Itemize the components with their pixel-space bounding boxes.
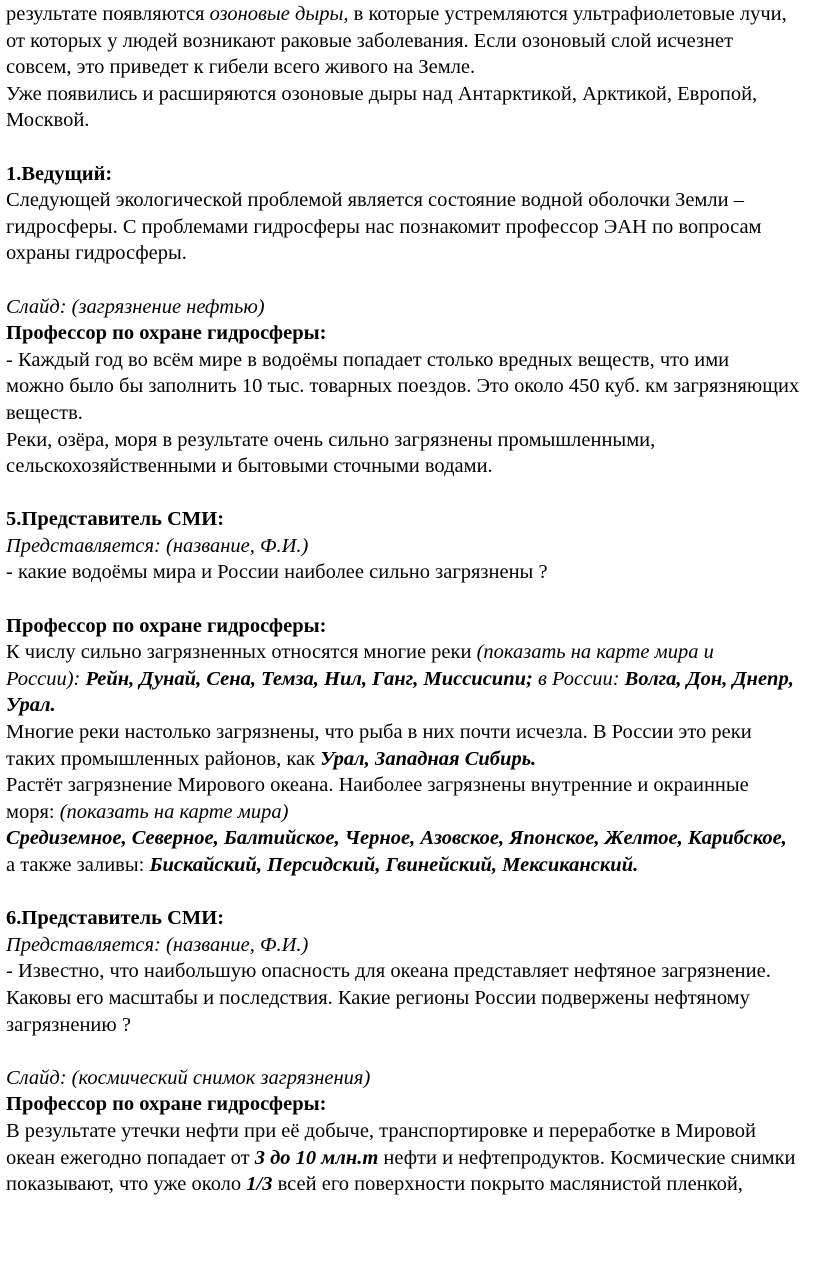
speaker-heading: 6.Представитель СМИ: — [6, 907, 225, 930]
speaker-heading: Профессор по охране гидросферы: — [6, 614, 327, 637]
speaker-heading: Профессор по охране гидросферы: — [6, 322, 327, 345]
question-line: - Известно, что наибольшую опасность для океана представляет нефтяное загрязнение. — [6, 960, 771, 983]
question-line: Каковы его масштабы и последствия. Какие регионы России подвержены нефтяному — [6, 986, 750, 1009]
text-line: В результате утечки нефти при её добыче, транспортировке и переработке в Мировой — [6, 1119, 756, 1142]
text-line: можно было бы заполнить 10 тыс. товарных поездов. Это около 450 куб. км загрязняющих — [6, 375, 800, 398]
intro-line: Представляется: (название, Ф.И.) — [6, 933, 309, 956]
slide-note: Слайд: (космический снимок загрязнения) — [6, 1066, 371, 1089]
text-line: показывают, что уже около 1/3 всей его поверхности покрыто маслянистой пленкой, — [6, 1173, 743, 1196]
text-line: веществ. — [6, 401, 83, 424]
text-line: моря: (показать на карте мира) — [6, 800, 289, 823]
speaker-heading: Профессор по охране гидросферы: — [6, 1093, 327, 1116]
text-line: К числу сильно загрязненных относятся многие реки (показать на карте мира и — [6, 641, 714, 664]
text-line: гидросферы. С проблемами гидросферы нас познакомит профессор ЭАН по вопросам — [6, 215, 762, 238]
speaker-heading: 5.Представитель СМИ: — [6, 508, 225, 531]
text-line: Растёт загрязнение Мирового океана. Наиболее загрязнены внутренние и окраинные — [6, 774, 749, 797]
river-list: Рейн, Дунай, Сена, Темза, Нил, Ганг, Миссисипи; — [85, 667, 533, 690]
text-line: от которых у людей возникают раковые заболевания. Если озоновый слой исчезнет — [6, 29, 734, 52]
blank-line — [6, 586, 810, 613]
emphasis: озоновые дыры, — [209, 3, 349, 25]
blank-line — [6, 267, 810, 294]
text-line: - Каждый год во всём мире в водоёмы попадает столько вредных веществ, что ими — [6, 348, 730, 371]
text-line: Многие реки настолько загрязнены, что рыба в них почти исчезла. В России это реки — [6, 721, 752, 744]
text-line: Урал. — [6, 694, 56, 717]
text-line: таких промышленных районов, как Урал, Западная Сибирь. — [6, 747, 537, 770]
river-list-russia: Волга, Дон, Днепр, — [624, 667, 794, 690]
text-line: Реки, озёра, моря в результате очень сильно загрязнены промышленными, — [6, 428, 656, 451]
text-line: Москвой. — [6, 109, 90, 132]
text-line: охраны гидросферы. — [6, 242, 187, 265]
blank-line — [6, 1038, 810, 1065]
text-line: а также заливы: Бискайский, Персидский, Гвинейский, Мексиканский. — [6, 854, 639, 876]
blank-line — [6, 879, 810, 906]
intro-line: Представляется: (название, Ф.И.) — [6, 534, 309, 557]
text-line: России): Рейн, Дунай, Сена, Темза, Нил, Ганг, Миссисипи; в России: Волга, Дон, Днепр, — [6, 667, 794, 690]
question-line: загрязнению ? — [6, 1013, 131, 1036]
text-line: сельскохозяйственными и бытовыми сточными водами. — [6, 455, 493, 478]
text-line — [6, 825, 810, 852]
text-line: результате появляются озоновые дыры, в которые устремляются ультрафиолетовые лучи, — [6, 3, 787, 25]
question-line: - какие водоёмы мира и России наиболее сильно загрязнены ? — [6, 561, 548, 584]
text-line: Уже появились и расширяются озоновые дыры над Антарктикой, Арктикой, Европой, — [6, 82, 758, 105]
text-line: океан ежегодно попадает от 3 до 10 млн.т нефти и нефтепродуктов. Космические снимки — [6, 1146, 796, 1169]
text-line: Следующей экологической проблемой является состояние водной оболочки Земли – — [6, 189, 744, 212]
gulf-list: Бискайский, Персидский, Гвинейский, Мексиканский. — [149, 854, 639, 876]
slide-note: Слайд: (загрязнение нефтью) — [6, 295, 265, 318]
blank-line — [6, 134, 810, 161]
text-line: совсем, это приведет к гибели всего живого на Земле. — [6, 56, 476, 79]
sea-list: Средиземное, Северное, Балтийское, Черное, Азовское, Японское, Желтое, Карибское, — [6, 827, 787, 850]
speaker-heading: 1.Ведущий: — [6, 162, 113, 185]
blank-line — [6, 480, 810, 507]
